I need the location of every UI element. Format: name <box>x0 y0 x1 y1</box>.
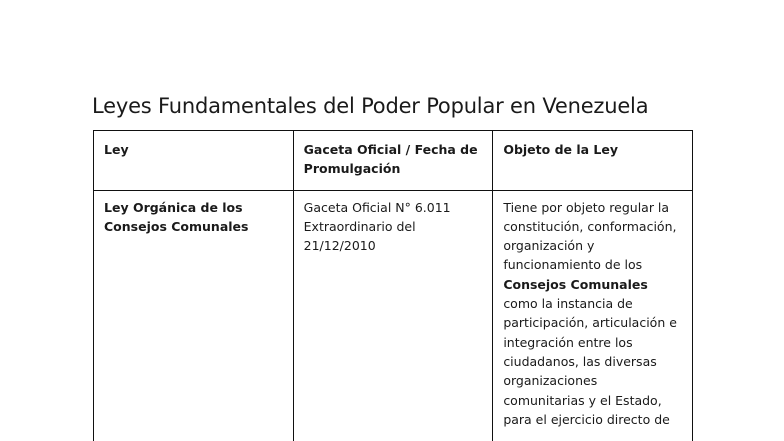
laws-table <box>93 130 693 441</box>
law-name-cell: Ley Orgánica de los Consejos Comunales <box>94 190 294 441</box>
objeto-text-before: Tiene por objeto regular la constitución, conformación, organización y funcionamiento de los <box>503 199 677 273</box>
law-objeto-cell <box>493 190 693 441</box>
table-row <box>94 190 693 441</box>
objeto-text-bold: Consejos Comunales <box>503 276 648 292</box>
law-gaceta-cell: Gaceta Oficial N° 6.011 Extraordinario del 21/12/2010 <box>293 190 493 441</box>
objeto-text-after: como la instancia de participación, articulación e integración entre los ciudadanos, las diversas organizaciones comunitarias y el Estado, para el ejercicio directo de <box>503 296 677 427</box>
page-title: Leyes Fundamentales del Poder Popular en Venezuela <box>92 94 649 118</box>
header-ley: Ley <box>94 131 294 191</box>
header-objeto: Objeto de la Ley <box>493 131 693 191</box>
header-gaceta: Gaceta Oficial / Fecha de Promulgación <box>293 131 493 191</box>
table-header-row <box>94 131 693 191</box>
